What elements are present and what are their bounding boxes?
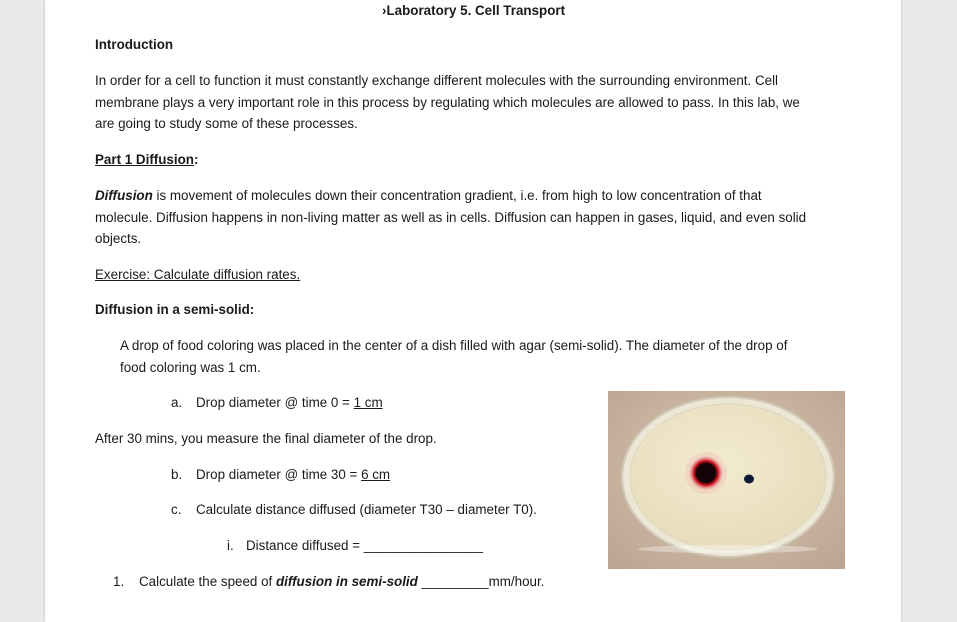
diffusion-paragraph bbox=[95, 185, 806, 250]
diffusion-line: molecule. Diffusion happens in non-living matter as well as in cells. Diffusion can happen in gases, liquid, and even solid bbox=[95, 209, 807, 225]
question-1-pre: Calculate the speed of bbox=[139, 574, 276, 589]
item-a bbox=[196, 392, 383, 414]
item-b bbox=[196, 464, 390, 486]
item-b-label: Drop diameter @ time 30 = bbox=[196, 467, 362, 482]
distance-blank[interactable]: ________________ bbox=[363, 538, 483, 553]
item-c-marker: c. bbox=[171, 502, 182, 517]
item-a-label: Drop diameter @ time 0 = bbox=[196, 395, 354, 410]
intro-line: are going to study some of these processes. bbox=[95, 116, 358, 132]
diffusion-line: is movement of molecules down their concentration gradient, i.e. from high to low concentration of that bbox=[152, 188, 762, 203]
intro-heading: Introduction bbox=[95, 37, 174, 52]
item-c: Calculate distance diffused (diameter T30 – diameter T0). bbox=[196, 502, 537, 517]
part1-heading bbox=[95, 149, 198, 171]
item-b-value: 6 cm bbox=[361, 467, 391, 482]
intro-line: In order for a cell to function it must constantly exchange different molecules with the surrounding environment. Cell bbox=[95, 73, 779, 88]
item-b-marker: b. bbox=[171, 467, 183, 482]
document-title: ›Laboratory 5. Cell Transport bbox=[382, 3, 566, 18]
question-1 bbox=[139, 571, 544, 593]
intro-line: membrane plays a very important role in this process by regulating which molecules are allowed to pass. In this lab, we bbox=[95, 94, 800, 110]
diffusion-term: Diffusion bbox=[95, 188, 153, 203]
drop-line: A drop of food coloring was placed in the center of a dish filled with agar (semi-solid). The diameter of the drop of bbox=[120, 338, 788, 353]
item-a-marker: a. bbox=[171, 395, 183, 410]
after-30-text: After 30 mins, you measure the final diameter of the drop. bbox=[95, 431, 437, 446]
drop-paragraph bbox=[120, 335, 787, 378]
item-i bbox=[246, 535, 483, 557]
question-1-unit: mm/hour. bbox=[488, 574, 545, 589]
item-a-value: 1 cm bbox=[353, 395, 383, 410]
speed-blank[interactable]: _________ bbox=[417, 574, 489, 589]
agar-dish-illustration bbox=[608, 391, 845, 569]
agar-dish-photo bbox=[608, 391, 845, 569]
item-i-label: Distance diffused = bbox=[246, 538, 364, 553]
part1-heading-colon: : bbox=[193, 152, 199, 167]
item-i-marker: i. bbox=[227, 538, 234, 553]
question-1-marker: 1. bbox=[113, 574, 125, 589]
drop-line: food coloring was 1 cm. bbox=[120, 359, 261, 375]
exercise-heading: Exercise: Calculate diffusion rates. bbox=[95, 267, 301, 282]
intro-paragraph bbox=[95, 70, 800, 135]
question-1-term: diffusion in semi-solid bbox=[275, 574, 418, 589]
part1-heading-text: Part 1 Diffusion bbox=[95, 152, 194, 167]
diffusion-line: objects. bbox=[95, 231, 142, 247]
semi-solid-heading: Diffusion in a semi-solid: bbox=[95, 302, 255, 317]
